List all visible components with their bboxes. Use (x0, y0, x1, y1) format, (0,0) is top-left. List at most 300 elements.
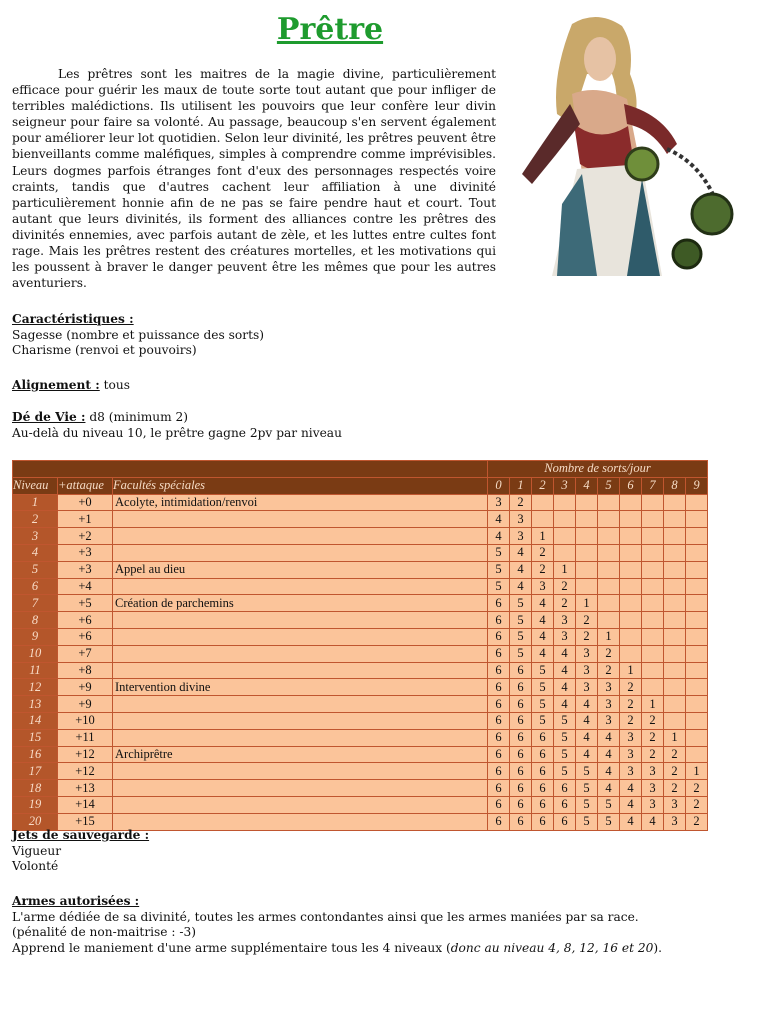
level-cell: 11 (13, 662, 58, 679)
sort-level-header: 8 (664, 477, 686, 494)
spell-count-cell: 5 (532, 696, 554, 713)
spell-count-cell: 3 (620, 763, 642, 780)
spell-count-cell: 2 (686, 780, 708, 797)
spell-count-cell: 6 (532, 813, 554, 830)
level-cell: 8 (13, 612, 58, 629)
attack-cell: +2 (58, 528, 113, 545)
spell-count-cell: 2 (620, 712, 642, 729)
attack-cell: +6 (58, 612, 113, 629)
spell-count-cell (576, 511, 598, 528)
spell-count-cell: 4 (598, 780, 620, 797)
spell-count-cell (576, 528, 598, 545)
feature-cell (113, 511, 488, 528)
spell-count-cell (554, 511, 576, 528)
spell-count-cell (686, 746, 708, 763)
spell-count-cell (642, 578, 664, 595)
col-niveau: Niveau (13, 477, 58, 494)
spell-count-cell: 5 (598, 796, 620, 813)
spell-count-cell (576, 578, 598, 595)
spell-count-cell: 2 (642, 746, 664, 763)
armes-heading: Armes autorisées : (12, 894, 140, 908)
level-cell: 9 (13, 628, 58, 645)
spell-count-cell: 2 (642, 729, 664, 746)
feature-cell (113, 628, 488, 645)
table-header-row-2 (13, 477, 708, 494)
spell-count-cell (686, 544, 708, 561)
spell-table (12, 460, 708, 831)
sort-level-header: 2 (532, 477, 554, 494)
attack-cell: +13 (58, 780, 113, 797)
attack-cell: +8 (58, 662, 113, 679)
spell-count-cell (686, 511, 708, 528)
spell-count-cell (664, 528, 686, 545)
spell-count-cell: 4 (620, 813, 642, 830)
feature-cell: Appel au dieu (113, 561, 488, 578)
spell-count-cell (664, 645, 686, 662)
table-row (13, 628, 708, 645)
level-cell: 13 (13, 696, 58, 713)
align-heading: Alignement : (12, 378, 100, 392)
spell-count-cell: 4 (576, 696, 598, 713)
table-row (13, 696, 708, 713)
spell-count-cell (664, 612, 686, 629)
sort-level-header: 4 (576, 477, 598, 494)
spell-count-cell: 2 (664, 763, 686, 780)
spell-count-cell: 6 (488, 595, 510, 612)
spell-count-cell: 3 (664, 796, 686, 813)
sort-level-header: 5 (598, 477, 620, 494)
sort-level-header: 0 (488, 477, 510, 494)
spell-count-cell (664, 494, 686, 511)
spell-count-cell: 5 (488, 578, 510, 595)
spell-count-cell: 4 (576, 746, 598, 763)
spell-count-cell: 2 (598, 662, 620, 679)
spell-count-cell (598, 612, 620, 629)
spell-count-cell (642, 645, 664, 662)
table-row (13, 612, 708, 629)
feature-cell (113, 813, 488, 830)
spell-count-cell (620, 528, 642, 545)
sort-level-header: 1 (510, 477, 532, 494)
feature-cell: Intervention divine (113, 679, 488, 696)
hd-section (12, 410, 342, 441)
spell-count-cell: 2 (686, 796, 708, 813)
attack-cell: +14 (58, 796, 113, 813)
level-cell: 4 (13, 544, 58, 561)
spell-count-cell: 6 (510, 813, 532, 830)
attack-cell: +5 (58, 595, 113, 612)
attack-cell: +7 (58, 645, 113, 662)
spell-count-cell (598, 528, 620, 545)
level-cell: 1 (13, 494, 58, 511)
spell-count-cell: 1 (598, 628, 620, 645)
carac-line-1: Sagesse (nombre et puissance des sorts) (12, 327, 264, 342)
attack-cell: +9 (58, 696, 113, 713)
feature-cell: Création de parchemins (113, 595, 488, 612)
spell-count-cell: 1 (642, 696, 664, 713)
level-cell: 3 (13, 528, 58, 545)
spell-count-cell (664, 561, 686, 578)
spell-count-cell (598, 595, 620, 612)
level-cell: 17 (13, 763, 58, 780)
spell-count-cell: 6 (532, 763, 554, 780)
level-cell: 12 (13, 679, 58, 696)
spell-count-cell: 2 (532, 561, 554, 578)
spell-count-cell: 6 (510, 780, 532, 797)
spell-count-cell: 4 (620, 780, 642, 797)
spell-count-cell (642, 662, 664, 679)
spell-count-cell: 4 (576, 729, 598, 746)
feature-cell (113, 662, 488, 679)
align-section (12, 378, 130, 394)
spell-count-cell: 4 (554, 645, 576, 662)
feature-cell (113, 578, 488, 595)
page-title: Prêtre (276, 12, 384, 47)
feature-cell (113, 712, 488, 729)
spell-count-cell: 5 (532, 712, 554, 729)
spell-count-cell: 6 (488, 612, 510, 629)
spell-count-cell: 5 (510, 628, 532, 645)
feature-cell (113, 612, 488, 629)
spell-count-cell (686, 561, 708, 578)
table-row (13, 662, 708, 679)
feature-cell (113, 696, 488, 713)
hd-line-2: Au-delà du niveau 10, le prêtre gagne 2pv par niveau (12, 425, 342, 440)
spell-count-cell: 6 (510, 796, 532, 813)
spell-count-cell (664, 628, 686, 645)
spell-count-cell: 2 (620, 696, 642, 713)
intro-paragraph (12, 66, 496, 291)
spell-count-cell (620, 578, 642, 595)
spell-count-cell: 1 (686, 763, 708, 780)
spell-count-cell: 4 (554, 679, 576, 696)
spell-count-cell (664, 595, 686, 612)
spell-count-cell: 6 (554, 796, 576, 813)
spell-count-cell: 6 (488, 796, 510, 813)
spell-count-cell: 2 (554, 595, 576, 612)
spell-count-cell: 3 (510, 511, 532, 528)
armes-section (12, 894, 712, 956)
attack-cell: +15 (58, 813, 113, 830)
spell-count-cell: 5 (554, 763, 576, 780)
spell-count-cell (642, 494, 664, 511)
spell-count-cell (664, 679, 686, 696)
spell-count-cell: 3 (620, 729, 642, 746)
spell-count-cell: 2 (576, 628, 598, 645)
spell-count-cell: 2 (664, 780, 686, 797)
table-row (13, 763, 708, 780)
spell-count-cell: 4 (554, 696, 576, 713)
spell-count-cell: 6 (488, 763, 510, 780)
level-cell: 7 (13, 595, 58, 612)
spell-count-cell: 3 (576, 679, 598, 696)
spell-count-cell: 2 (686, 813, 708, 830)
spell-count-cell: 4 (532, 612, 554, 629)
feature-cell (113, 528, 488, 545)
attack-cell: +4 (58, 578, 113, 595)
spell-count-cell: 4 (642, 813, 664, 830)
spell-count-cell: 6 (510, 679, 532, 696)
spell-count-cell: 3 (510, 528, 532, 545)
armes-line-1: L'arme dédiée de sa divinité, toutes les armes contondantes ainsi que les armes maniées par sa race. (12, 909, 639, 924)
spell-count-cell: 4 (510, 561, 532, 578)
spell-count-cell: 1 (620, 662, 642, 679)
spell-count-cell (686, 494, 708, 511)
carac-section (12, 312, 264, 359)
level-cell: 2 (13, 511, 58, 528)
table-header-row-1 (13, 461, 708, 478)
spell-count-cell: 6 (488, 679, 510, 696)
spell-count-cell: 5 (554, 729, 576, 746)
spell-count-cell: 1 (532, 528, 554, 545)
feature-cell (113, 796, 488, 813)
spell-count-cell (554, 544, 576, 561)
armes-line-3 (12, 941, 712, 957)
hd-value: d8 (minimum 2) (89, 410, 189, 424)
attack-cell: +11 (58, 729, 113, 746)
spell-count-cell: 5 (576, 796, 598, 813)
feature-cell (113, 544, 488, 561)
spell-count-cell: 4 (598, 746, 620, 763)
spell-count-cell: 5 (532, 679, 554, 696)
spell-count-cell: 6 (510, 763, 532, 780)
spell-count-cell: 3 (598, 679, 620, 696)
spell-count-cell: 5 (598, 813, 620, 830)
spell-count-cell: 1 (554, 561, 576, 578)
spell-count-cell: 5 (554, 746, 576, 763)
header-blank (13, 461, 488, 478)
spell-count-cell: 5 (576, 763, 598, 780)
spell-count-cell: 6 (510, 746, 532, 763)
spell-count-cell (642, 628, 664, 645)
hd-heading: Dé de Vie : (12, 410, 86, 424)
spell-count-cell: 2 (532, 544, 554, 561)
spell-count-cell: 3 (598, 696, 620, 713)
spell-count-cell: 5 (576, 780, 598, 797)
spell-count-cell: 3 (488, 494, 510, 511)
spell-count-cell (620, 561, 642, 578)
spell-count-cell: 4 (576, 712, 598, 729)
table-row (13, 528, 708, 545)
spell-count-cell (598, 544, 620, 561)
priestess-portrait (502, 14, 746, 276)
spell-count-cell (686, 612, 708, 629)
spell-count-cell (686, 696, 708, 713)
table-row (13, 679, 708, 696)
spell-count-cell: 5 (510, 595, 532, 612)
spell-count-cell: 2 (510, 494, 532, 511)
spell-count-cell: 3 (576, 662, 598, 679)
spell-count-cell: 6 (510, 696, 532, 713)
spell-count-cell (642, 511, 664, 528)
attack-cell: +3 (58, 544, 113, 561)
spell-count-cell (620, 628, 642, 645)
spell-count-cell (686, 528, 708, 545)
spell-count-cell (598, 494, 620, 511)
level-cell: 14 (13, 712, 58, 729)
intro-text: Les prêtres sont les maitres de la magie divine, particulièrement efficace pour guérir les maux de toute sorte tout autant que pour infliger de terribles malédictions. Ils utilisent les pouvoirs que leur confère leur divin seigneur pour faire sa volonté. Au passage, beaucoup s'en servent également pour améliorer leur lot quotidien. Selon leur divinité, les prêtres peuvent être bienveillants comme maléfiques, simples à comprendre comme imprévisibles. Leurs dogmes parfois étranges font d'eux des personnages respectés voire craints, tandis que d'autres cachent leur affiliation à une divinité particulièrement honnie afin de ne pas se faire pendre haut et court. Tout autant que leurs divinités, ils forment des alliances contre les prêtres des divinités ennemies, avec parfois autant de zèle, et les luttes entre cultes font rage. Mais les prêtres restent des créatures mortelles, et les motivations qui les poussent à braver le danger peuvent être les mêmes que pour les autres aventuriers. (12, 67, 496, 291)
feature-cell (113, 780, 488, 797)
level-cell: 19 (13, 796, 58, 813)
spell-count-cell: 4 (620, 796, 642, 813)
spell-count-cell: 5 (554, 712, 576, 729)
spell-count-cell (686, 679, 708, 696)
spell-count-cell (664, 696, 686, 713)
spell-count-cell: 4 (488, 528, 510, 545)
spell-count-cell: 4 (532, 645, 554, 662)
spell-count-cell: 3 (664, 813, 686, 830)
attack-cell: +9 (58, 679, 113, 696)
saves-line-1: Vigueur (12, 843, 62, 858)
attack-cell: +3 (58, 561, 113, 578)
spell-count-cell (686, 595, 708, 612)
level-cell: 18 (13, 780, 58, 797)
armes-line-3a: Apprend le maniement d'une arme supplémentaire tous les 4 niveaux ( (12, 940, 451, 955)
spell-count-cell (576, 561, 598, 578)
spell-count-cell (664, 511, 686, 528)
attack-cell: +0 (58, 494, 113, 511)
saves-section (12, 828, 149, 875)
feature-cell (113, 729, 488, 746)
table-row (13, 544, 708, 561)
spell-count-cell (620, 511, 642, 528)
spell-count-cell: 6 (532, 729, 554, 746)
feature-cell (113, 763, 488, 780)
spell-count-cell: 3 (642, 763, 664, 780)
spell-count-cell (664, 712, 686, 729)
spell-count-cell: 3 (620, 746, 642, 763)
spell-count-cell (686, 578, 708, 595)
sort-level-header: 9 (686, 477, 708, 494)
attack-cell: +6 (58, 628, 113, 645)
spell-count-cell (620, 494, 642, 511)
spell-count-cell: 5 (576, 813, 598, 830)
saves-line-2: Volonté (12, 859, 59, 873)
attack-cell: +1 (58, 511, 113, 528)
spell-count-cell: 5 (532, 662, 554, 679)
table-row (13, 595, 708, 612)
spell-count-cell (664, 578, 686, 595)
spell-count-cell: 3 (598, 712, 620, 729)
carac-line-2: Charisme (renvoi et pouvoirs) (12, 343, 197, 357)
spell-count-cell (642, 679, 664, 696)
feature-cell: Archiprêtre (113, 746, 488, 763)
saves-heading: Jets de sauvegarde : (12, 828, 150, 842)
spell-count-cell (620, 612, 642, 629)
feature-cell (113, 645, 488, 662)
table-row (13, 746, 708, 763)
level-cell: 20 (13, 813, 58, 830)
spell-count-cell (532, 494, 554, 511)
spell-count-cell: 3 (642, 796, 664, 813)
spell-count-cell: 6 (488, 813, 510, 830)
spell-count-cell: 4 (554, 662, 576, 679)
level-cell: 15 (13, 729, 58, 746)
sort-level-header: 7 (642, 477, 664, 494)
sorts-header: Nombre de sorts/jour (488, 461, 708, 478)
spell-count-cell (642, 612, 664, 629)
spell-count-cell: 5 (510, 612, 532, 629)
spell-count-cell: 6 (532, 796, 554, 813)
spell-count-cell: 6 (532, 746, 554, 763)
spell-count-cell: 6 (488, 780, 510, 797)
spell-count-cell: 2 (554, 578, 576, 595)
col-facultes: Facultés spéciales (113, 477, 488, 494)
spell-count-cell: 6 (554, 813, 576, 830)
spell-count-cell: 6 (488, 628, 510, 645)
feature-cell: Acolyte, intimidation/renvoi (113, 494, 488, 511)
table-row (13, 729, 708, 746)
spell-count-cell (642, 561, 664, 578)
table-row (13, 796, 708, 813)
spell-count-cell (642, 595, 664, 612)
spell-count-cell (686, 712, 708, 729)
spell-count-cell (664, 662, 686, 679)
table-row (13, 561, 708, 578)
sort-level-header: 6 (620, 477, 642, 494)
align-value: tous (103, 378, 130, 392)
spell-count-cell (554, 528, 576, 545)
spell-count-cell: 6 (532, 780, 554, 797)
spell-count-cell (620, 645, 642, 662)
spell-count-cell: 6 (488, 729, 510, 746)
spell-count-cell: 2 (664, 746, 686, 763)
spell-count-cell: 2 (576, 612, 598, 629)
spell-count-cell (664, 544, 686, 561)
armes-line-3b: donc au niveau 4, 8, 12, 16 et 20 (450, 940, 654, 955)
spell-count-cell: 4 (532, 595, 554, 612)
spell-count-cell (686, 729, 708, 746)
level-cell: 6 (13, 578, 58, 595)
spell-count-cell: 5 (510, 645, 532, 662)
spell-count-cell: 4 (598, 763, 620, 780)
spell-count-cell: 5 (488, 544, 510, 561)
level-cell: 10 (13, 645, 58, 662)
spell-count-cell: 4 (510, 544, 532, 561)
level-cell: 5 (13, 561, 58, 578)
col-attaque: +attaque (58, 477, 113, 494)
spell-count-cell (598, 578, 620, 595)
spell-count-cell (642, 528, 664, 545)
table-row (13, 780, 708, 797)
attack-cell: +12 (58, 746, 113, 763)
spell-count-cell (576, 544, 598, 561)
spell-count-cell (554, 494, 576, 511)
spell-count-cell: 3 (554, 628, 576, 645)
spell-count-cell: 6 (510, 729, 532, 746)
spell-count-cell (686, 662, 708, 679)
spell-count-cell (620, 544, 642, 561)
spell-count-cell: 3 (576, 645, 598, 662)
spell-count-cell (686, 645, 708, 662)
level-cell: 16 (13, 746, 58, 763)
sort-level-header: 3 (554, 477, 576, 494)
spell-count-cell: 3 (532, 578, 554, 595)
spell-count-cell: 1 (576, 595, 598, 612)
spell-count-cell (642, 544, 664, 561)
spell-count-cell: 4 (510, 578, 532, 595)
spell-count-cell: 6 (488, 712, 510, 729)
spell-count-cell (620, 595, 642, 612)
spell-count-cell: 6 (554, 780, 576, 797)
spell-count-cell: 6 (488, 746, 510, 763)
spell-count-cell: 4 (488, 511, 510, 528)
spell-count-cell: 6 (488, 662, 510, 679)
spell-count-cell: 3 (642, 780, 664, 797)
spell-count-cell: 4 (532, 628, 554, 645)
spell-count-cell: 4 (598, 729, 620, 746)
spell-count-cell: 2 (620, 679, 642, 696)
